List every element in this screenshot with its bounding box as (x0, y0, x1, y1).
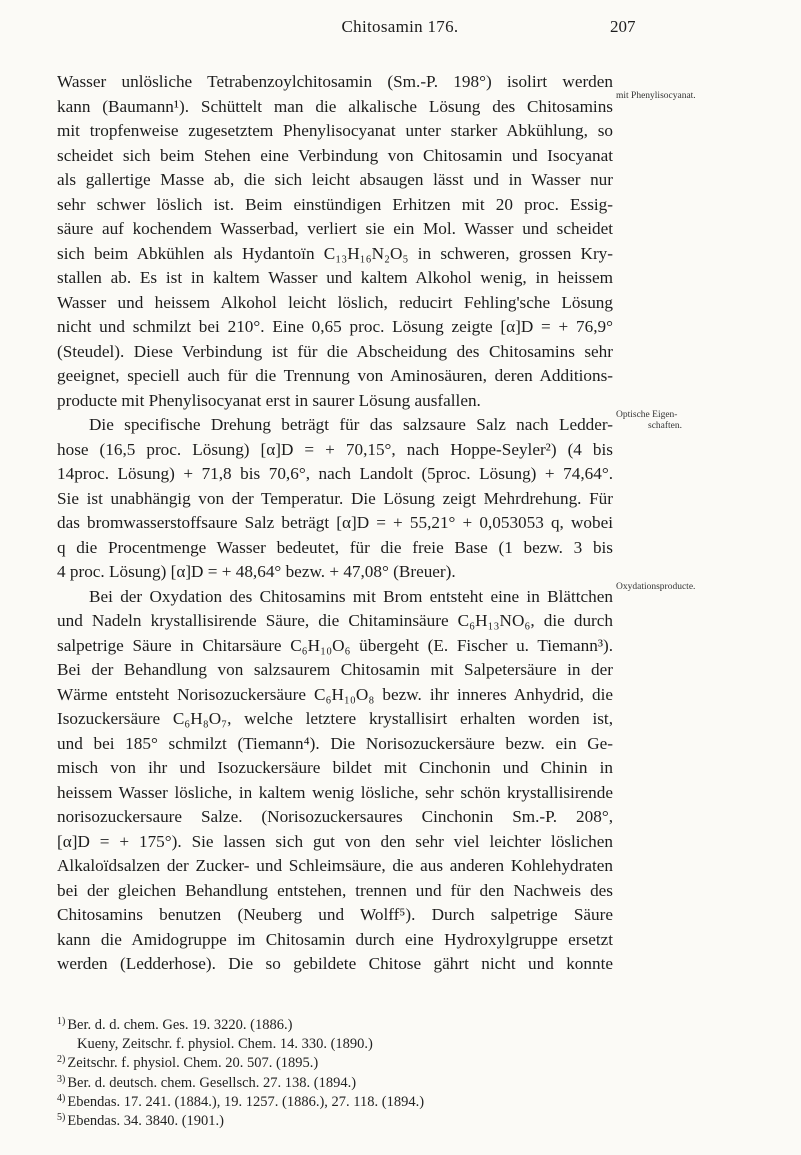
margin-note-optische-eigenschaften-2: schaften. (648, 421, 683, 431)
text-line: Alkaloïdsalzen der Zucker- und Schleimsäure, die aus anderen Kohlehydraten (57, 856, 613, 875)
text-line: mit tropfenweise zugesetztem Phenylisocyanat unter starker Abkühlung, so (57, 121, 613, 140)
text-line: und Nadeln krystallisirende Säure, die Chitaminsäure C₆H₁₃NO₆, die durch (57, 611, 613, 630)
text-line: kann die Amidogruppe im Chitosamin durch eine Hydroxylgruppe ersetzt (57, 929, 613, 949)
text-line: bei der gleichen Behandlung entstehen, trennen und für den Nachweis des (57, 880, 613, 900)
text-line: nicht und schmilzt bei 210°. Eine 0,65 proc. Lösung zeigte [α]D = + 76,9° (57, 317, 613, 336)
text-line: stallen ab. Es ist in kaltem Wasser und kaltem Alkohol wenig, in heissem (57, 268, 613, 287)
text-line: säure auf kochendem Wasserbad, verliert sie ein Mol. Wasser und scheidet (57, 219, 613, 238)
text-line: 14proc. Lösung) + 71,8 bis 70,6°, nach Landolt (5proc. Lösung) + 74,64°. (57, 464, 613, 483)
footnotes (57, 1012, 613, 1127)
footnote: $^{5)}$ Ebendas. 34. 3840. (1901.) (57, 1111, 224, 1129)
text-line: [α]D = + 175°). Sie lassen sich gut von den sehr viel leichter löslichen (57, 831, 613, 851)
text-line: geeignet, speciell auch für die Trennung von Aminosäuren, deren Additions- (57, 366, 613, 385)
body-text (57, 70, 613, 977)
text-line: q die Procentmenge Wasser bedeutet, für die freie Base (1 bezw. 3 bis (57, 537, 613, 557)
text-line: Wasser und heissem Alkohol leicht löslich, reducirt Fehling'sche Lösung (57, 292, 613, 312)
text-line: Die specifische Drehung beträgt für das salzsaure Salz nach Ledder- (89, 415, 613, 434)
text-line: sich beim Abkühlen als Hydantoïn C₁₃H₁₆N₂O₅ in schweren, grossen Kry- (57, 243, 613, 263)
page-header (0, 15, 801, 43)
text-line: (Steudel). Diese Verbindung ist für die Abscheidung des Chitosamins sehr (57, 341, 613, 361)
page-number: 207 (610, 17, 636, 36)
text-line: salpetrige Säure in Chitarsäure C₆H₁₀O₆ übergeht (E. Fischer u. Tiemann³). (57, 635, 613, 655)
text-line: und bei 185° schmilzt (Tiemann⁴). Die Norisozuckersäure bezw. ein Ge- (57, 733, 613, 753)
text-line: Sie ist unabhängig von der Temperatur. Die Lösung zeigt Mehrdrehung. Für (57, 488, 613, 508)
text-line: misch von ihr und Isozuckersäure bildet mit Cinchonin und Chinin in (57, 758, 613, 777)
footnote: $^{2)}$ Zeitschr. f. physiol. Chem. 20. 507. (1895.) (57, 1054, 319, 1072)
text-line: kann (Baumann¹). Schüttelt man die alkalische Lösung des Chitosamins (57, 96, 613, 116)
text-line: norisozuckersaure Salze. (Norisozuckersaures Cinchonin Sm.-P. 208°, (57, 807, 613, 826)
text-line: hose (16,5 proc. Lösung) [α]D = + 70,15°, nach Hoppe-Seyler²) (4 bis (57, 439, 613, 459)
text-line: Bei der Oxydation des Chitosamins mit Brom entsteht eine in Blättchen (89, 586, 613, 606)
footnote: $^{3)}$ Ber. d. deutsch. chem. Gesellsch. 27. 138. (1894.) (57, 1073, 357, 1091)
margin-note-phenylisocyanat: mit Phenylisocyanat. (616, 91, 696, 101)
text-line: producte mit Phenylisocyanat erst in saurer Lösung ausfallen. (57, 390, 481, 410)
footnote: $^{1)}$ Ber. d. d. chem. Ges. 19. 3220. (1886.) (57, 1016, 293, 1033)
text-line: Wärme entsteht Norisozuckersäure C₆H₁₀O₈ bezw. ihr inneres Anhydrid, die (57, 684, 613, 704)
running-head: Chitosamin 176. (341, 17, 459, 36)
text-line: Isozuckersäure C₆H₈O₇, welche letztere krystallisirt erhalten worden ist, (57, 709, 613, 728)
text-line: werden (Ledderhose). Die so gebildete Chitose gährt nicht und konnte (57, 954, 613, 973)
text-line: Wasser unlösliche Tetrabenzoylchitosamin (Sm.-P. 198°) isolirt werden (57, 72, 613, 91)
text-line: Chitosamins benutzen (Neuberg und Wolff⁵). Durch salpetrige Säure (57, 905, 613, 924)
margin-note-oxydationsproducte: Oxydationsproducte. (616, 582, 696, 592)
text-line: sehr schwer löslich ist. Beim einstündigen Erhitzen mit 20 proc. Essig- (57, 194, 613, 214)
text-line: das bromwasserstoffsaure Salz beträgt [α]D = + 55,21° + 0,053053 q, wobei (57, 513, 613, 532)
text-line: 4 proc. Lösung) [α]D = + 48,64° bezw. + 47,08° (Breuer). (57, 562, 456, 581)
text-line: scheidet sich beim Stehen eine Verbindung von Chitosamin und Isocyanat (57, 145, 613, 165)
footnote: Kueny, Zeitschr. f. physiol. Chem. 14. 330. (1890.) (77, 1036, 373, 1053)
text-line: heissem Wasser lösliche, in kaltem wenig lösliche, sehr schön krystallisirende (57, 782, 613, 802)
margin-note-optische-eigenschaften: Optische Eigen- (616, 410, 678, 420)
text-line: Bei der Behandlung von salzsaurem Chitosamin mit Salpetersäure in der (57, 660, 613, 679)
footnote: $^{4)}$ Ebendas. 17. 241. (1884.), 19. 1257. (1886.), 27. 118. (1894.) (57, 1092, 425, 1110)
text-line: als gallertige Masse ab, die sich leicht absaugen lässt und in Wasser nur (57, 170, 613, 189)
